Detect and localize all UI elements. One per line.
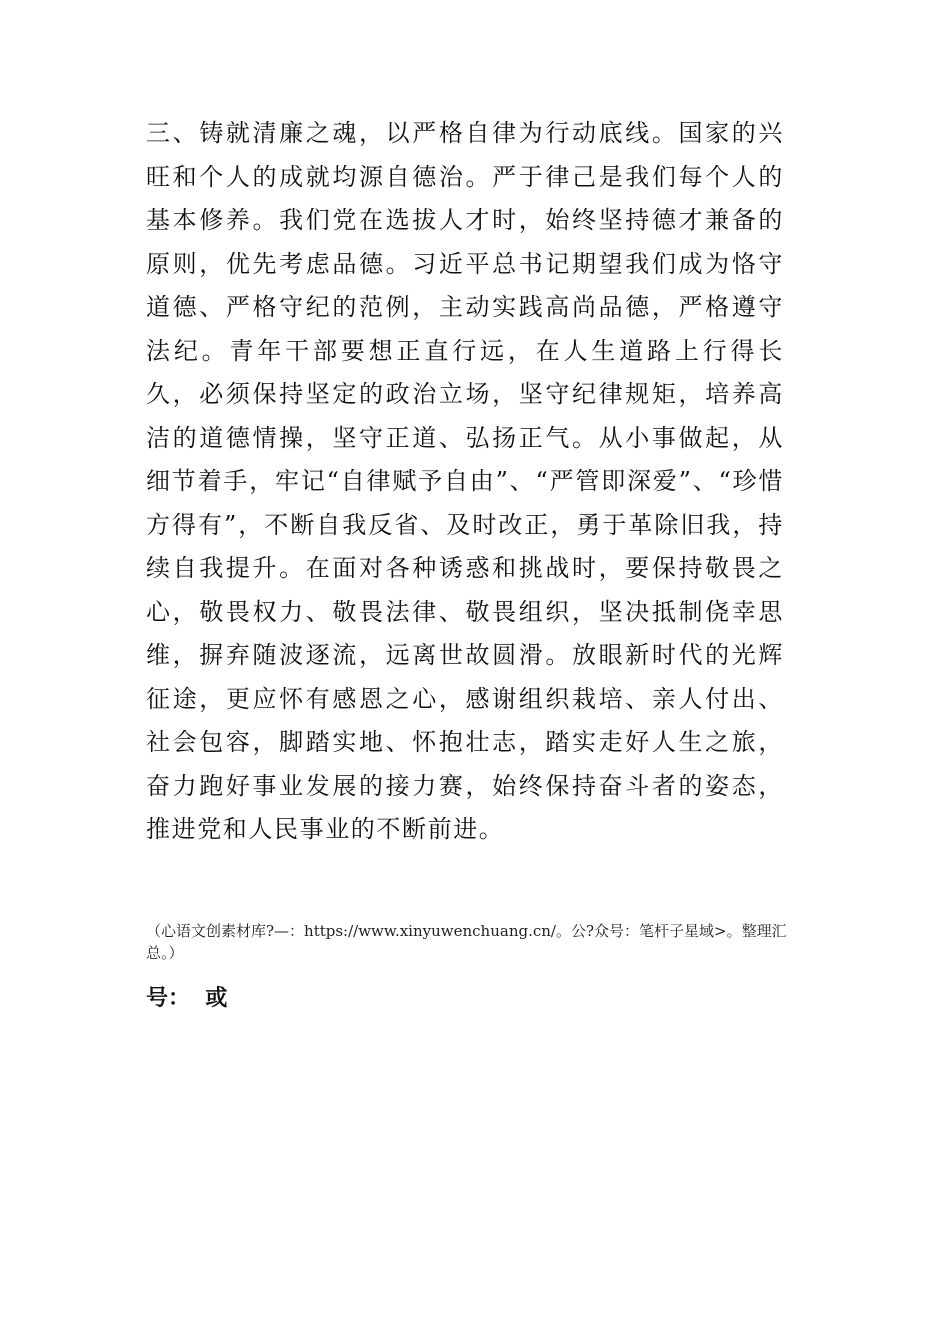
source-note: （心语文创素材库?—：https://www.xinyuwenchuang.cn/。公?众号：笔杆子星域>。整理汇总。） bbox=[146, 922, 787, 962]
body-paragraph: 三、铸就清廉之魂，以严格自律为行动底线。国家的兴旺和个人的成就均源自德治。严于律己是我们每个人的基本修养。我们党在选拔人才时，始终坚持德才兼备的原则，优先考虑品德。习近平总书记期望我们成为恪守道德、严格守纪的范例，主动实践高尚品德，严格遵守法纪。青年干部要想正直行远，在人生道路上行得长久，必须保持坚定的政治立场，坚守纪律规矩，培养高洁的道德情操，坚守正道、弘扬正气。从小事做起，从细节着手，牢记“自律赋予自由”、“严管即深爱”、“珍惜方得有”，不断自我反省、及时改正，勇于革除旧我，持续自我提升。在面对各种诱惑和挑战时，要保持敬畏之心，敬畏权力、敬畏法律、敬畏组织，坚决抵制侥幸思维，摒弃随波逐流，远离世故圆滑。放眼新时代的光辉征途，更应怀有感恩之心，感谢组织栽培、亲人付出、社会包容，脚踏实地、怀抱壮志，踏实走好人生之旅，奋力跑好事业发展的接力赛，始终保持奋斗者的姿态，推进党和人民事业的不断前进。 bbox=[146, 119, 784, 843]
footer-label: 号： 或 bbox=[146, 985, 228, 1011]
